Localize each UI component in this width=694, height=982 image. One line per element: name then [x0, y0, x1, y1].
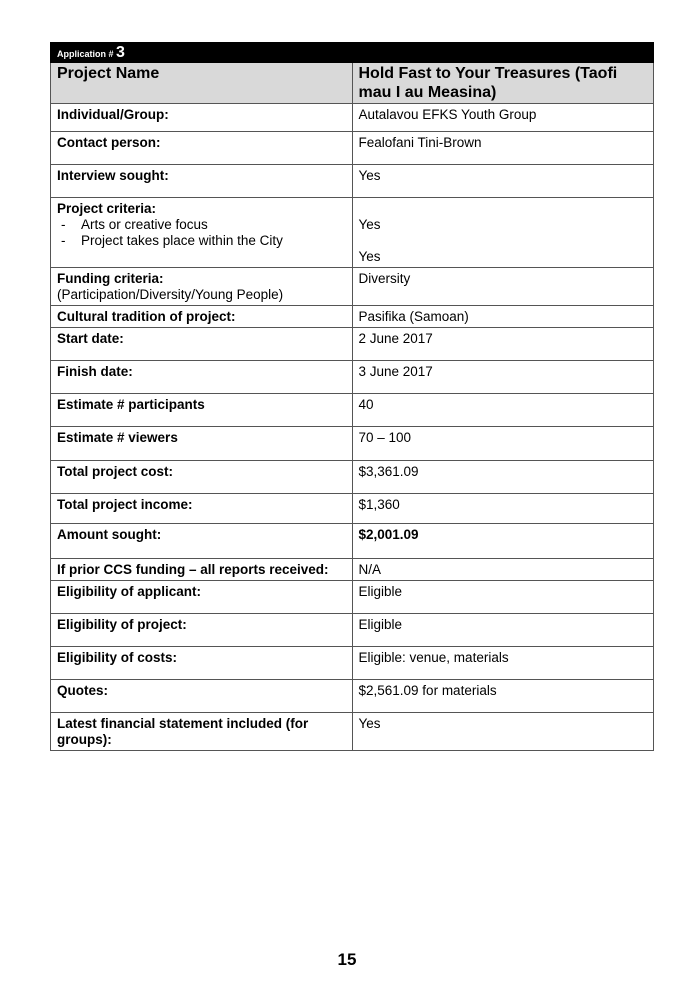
eligibility-project-row [51, 614, 654, 647]
amount-sought-label: Amount sought: [51, 524, 353, 559]
project-criteria-value: Yes [358, 249, 381, 264]
application-number: 3 [116, 44, 125, 61]
participants-label: Estimate # participants [51, 394, 353, 427]
participants-row [51, 394, 654, 427]
eligibility-costs-value: Eligible: venue, materials [352, 647, 654, 680]
total-cost-row [51, 461, 654, 494]
project-criteria-label: Project criteria: [57, 201, 157, 216]
eligibility-applicant-value: Eligible [352, 581, 654, 614]
funding-criteria-row [51, 268, 654, 306]
amount-sought-value: $2,001.09 [352, 524, 654, 559]
project-name-label: Project Name [51, 63, 353, 104]
project-criteria-item: - Arts or creative focus [57, 217, 346, 233]
funding-criteria-label: Funding criteria: [57, 271, 164, 286]
financial-statement-value: Yes [352, 713, 654, 751]
total-cost-value: $3,361.09 [352, 461, 654, 494]
contact-person-label: Contact person: [51, 132, 353, 165]
project-criteria-row [51, 198, 654, 268]
cultural-tradition-label: Cultural tradition of project: [51, 306, 353, 328]
financial-statement-row [51, 713, 654, 751]
prior-funding-row [51, 559, 654, 581]
viewers-value: 70 – 100 [352, 427, 654, 461]
contact-person-row [51, 132, 654, 165]
start-date-label: Start date: [51, 328, 353, 361]
eligibility-applicant-label: Eligibility of applicant: [51, 581, 353, 614]
viewers-row [51, 427, 654, 461]
application-header-blank [352, 43, 654, 63]
quotes-label: Quotes: [51, 680, 353, 713]
quotes-row [51, 680, 654, 713]
application-table [50, 42, 654, 751]
total-income-value: $1,360 [352, 494, 654, 524]
individual-group-label: Individual/Group: [51, 104, 353, 132]
total-income-label: Total project income: [51, 494, 353, 524]
project-name-value: Hold Fast to Your Treasures (Taofi mau I au Measina) [352, 63, 654, 104]
quotes-value: $2,561.09 for materials [352, 680, 654, 713]
participants-value: 40 [352, 394, 654, 427]
funding-criteria-value: Diversity [352, 268, 654, 306]
eligibility-project-label: Eligibility of project: [51, 614, 353, 647]
amount-sought-row [51, 524, 654, 559]
project-criteria-cell [51, 198, 353, 268]
eligibility-applicant-row [51, 581, 654, 614]
contact-person-value: Fealofani Tini-Brown [352, 132, 654, 165]
prior-funding-label: If prior CCS funding – all reports received: [51, 559, 353, 581]
application-header-row [51, 43, 654, 63]
funding-criteria-cell [51, 268, 353, 306]
project-criteria-values [352, 198, 654, 268]
total-cost-label: Total project cost: [51, 461, 353, 494]
prior-funding-value: N/A [352, 559, 654, 581]
total-income-row [51, 494, 654, 524]
finish-date-value: 3 June 2017 [352, 361, 654, 394]
viewers-label: Estimate # viewers [51, 427, 353, 461]
interview-sought-value: Yes [352, 165, 654, 198]
start-date-row [51, 328, 654, 361]
finish-date-label: Finish date: [51, 361, 353, 394]
project-criteria-value: Yes [358, 217, 381, 232]
financial-statement-label: Latest financial statement included (for groups): [51, 713, 353, 751]
interview-sought-label: Interview sought: [51, 165, 353, 198]
project-criteria-item: - Project takes place within the City [57, 233, 346, 249]
individual-group-row [51, 104, 654, 132]
eligibility-costs-row [51, 647, 654, 680]
project-criteria-list [57, 217, 346, 249]
cultural-tradition-value: Pasifika (Samoan) [352, 306, 654, 328]
application-number-cell [51, 43, 353, 63]
eligibility-project-value: Eligible [352, 614, 654, 647]
cultural-tradition-row [51, 306, 654, 328]
finish-date-row [51, 361, 654, 394]
eligibility-costs-label: Eligibility of costs: [51, 647, 353, 680]
project-name-row [51, 63, 654, 104]
application-prefix: Application # [57, 49, 117, 59]
interview-sought-row [51, 165, 654, 198]
funding-criteria-sublabel: (Participation/Diversity/Young People) [57, 287, 284, 302]
start-date-value: 2 June 2017 [352, 328, 654, 361]
page-number: 15 [337, 950, 357, 969]
individual-group-value: Autalavou EFKS Youth Group [352, 104, 654, 132]
